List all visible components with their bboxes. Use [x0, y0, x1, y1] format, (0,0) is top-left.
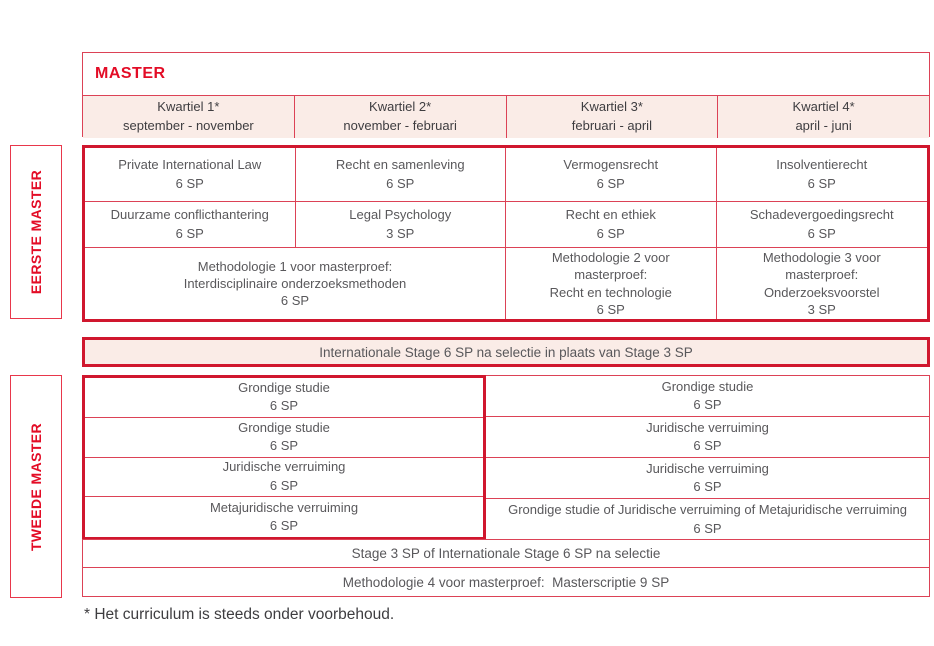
quarter-header-row: [83, 96, 929, 138]
eerste-master-block: [82, 145, 930, 322]
course-sp: 3 SP: [807, 301, 836, 317]
tweede-master-right-column: [486, 375, 930, 540]
course-sp: 6 SP: [693, 520, 722, 536]
quarter-months: november - februari: [343, 118, 457, 133]
course-name: Interdisciplinaire onderzoeksmethoden: [183, 275, 407, 291]
course-name: Juridische verruiming: [646, 419, 769, 435]
course-cell: [296, 148, 507, 202]
page-title: MASTER: [83, 53, 929, 96]
course-sp: 6 SP: [269, 518, 299, 534]
methodologie-4-text: Methodologie 4 voor masterproef: Masterscriptie 9 SP: [342, 574, 670, 590]
course-cell: [296, 202, 507, 248]
course-sp: 6 SP: [807, 225, 836, 241]
stage-row: [82, 539, 930, 568]
course-name: Juridische verruiming: [222, 459, 346, 475]
course-name: Private International Law: [118, 157, 262, 173]
tweede-master-label: TWEEDE MASTER: [28, 422, 44, 551]
course-name: Methodologie 1 voor masterproef:: [197, 258, 393, 274]
course-name: Grondige studie of Juridische verruiming of Metajuridische verruiming: [508, 502, 907, 518]
course-cell: [486, 376, 929, 417]
course-name: Recht en samenleving: [335, 157, 465, 173]
quarter-months: april - juni: [795, 118, 852, 133]
course-name: Methodologie 3 voor masterproef:: [762, 250, 881, 283]
course-cell: [717, 148, 928, 202]
course-name: Juridische verruiming: [646, 460, 769, 476]
quarter-name: Kwartiel 4*: [792, 99, 855, 115]
quarter-months: september - november: [122, 118, 254, 133]
course-cell: [486, 458, 929, 499]
course-sp: 6 SP: [693, 438, 722, 453]
course-cell: [506, 148, 717, 202]
internationale-stage-band: [82, 337, 930, 367]
course-name: Onderzoeksvoorstel: [763, 284, 880, 300]
course-name: Vermogensrecht: [563, 157, 659, 173]
course-name: Insolventierecht: [776, 157, 868, 173]
course-sp: 6 SP: [269, 398, 299, 414]
stage-row-text: Stage 3 SP of Internationale Stage 6 SP na selectie: [351, 546, 661, 561]
course-sp: 6 SP: [175, 225, 204, 241]
quarter-name: Kwartiel 1*: [157, 99, 220, 115]
course-cell: [85, 378, 483, 418]
eerste-master-label-box: [10, 145, 62, 319]
course-name: Recht en technologie: [549, 284, 672, 300]
stage-band-text: Internationale Stage 6 SP na selectie in plaats van Stage 3 SP: [319, 344, 693, 360]
course-name: Schadevergoedingsrecht: [749, 207, 894, 223]
course-name: Grondige studie: [238, 419, 330, 435]
course-cell: [717, 202, 928, 248]
course-cell: [85, 148, 296, 202]
course-sp: 6 SP: [596, 301, 625, 317]
tweede-master-left-block: [82, 375, 486, 540]
quarter-header-2: [294, 96, 506, 138]
quarter-header-1: [83, 96, 294, 138]
tweede-master-label-box: [10, 375, 62, 598]
footnote: * Het curriculum is steeds onder voorbehoud.: [84, 606, 395, 623]
course-sp: 6 SP: [693, 479, 722, 494]
course-name: Grondige studie: [238, 379, 330, 395]
course-sp: 6 SP: [269, 477, 299, 493]
course-cell: [506, 248, 717, 319]
course-cell: [85, 418, 483, 458]
methodologie-4-row: [82, 567, 930, 597]
master-header: [82, 52, 930, 137]
course-sp: 6 SP: [280, 293, 310, 309]
quarter-months: februari - april: [571, 118, 652, 133]
course-sp: 6 SP: [596, 225, 625, 241]
course-cell: [85, 202, 296, 248]
tweede-master-block: [82, 375, 930, 597]
quarter-name: Kwartiel 2*: [369, 99, 432, 115]
course-name: Metajuridische verruiming: [209, 499, 359, 515]
course-name: Methodologie 2 voor masterproef:: [551, 250, 670, 283]
course-sp: 6 SP: [807, 175, 836, 191]
course-name: Recht en ethiek: [565, 207, 656, 223]
quarter-name: Kwartiel 3*: [580, 99, 643, 115]
course-cell: [717, 248, 928, 319]
course-sp: 6 SP: [596, 175, 625, 191]
course-sp: 6 SP: [386, 175, 415, 191]
quarter-header-3: [506, 96, 718, 138]
course-name: Duurzame conflicthantering: [110, 207, 269, 223]
course-sp: 6 SP: [269, 438, 299, 454]
course-cell: [486, 417, 929, 458]
course-cell: [85, 248, 506, 319]
quarter-header-4: [717, 96, 929, 138]
course-name: Grondige studie: [661, 378, 754, 394]
eerste-master-label: EERSTE MASTER: [28, 169, 44, 295]
course-cell: [85, 497, 483, 537]
course-sp: 6 SP: [693, 397, 722, 412]
course-cell: [486, 499, 929, 540]
course-cell: [85, 458, 483, 498]
course-sp: 6 SP: [175, 175, 204, 191]
course-cell: [506, 202, 717, 248]
course-sp: 3 SP: [386, 225, 415, 241]
course-name: Legal Psychology: [349, 207, 452, 223]
